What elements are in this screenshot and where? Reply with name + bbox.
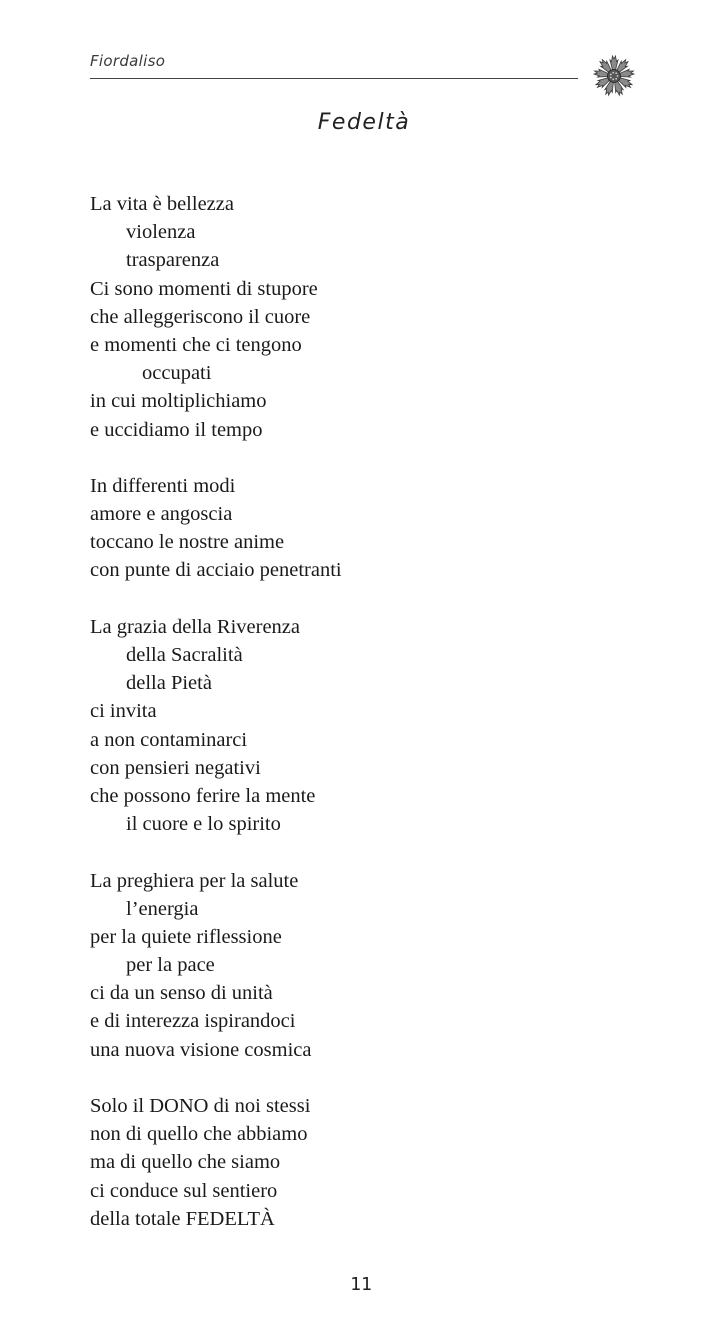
poem-line: della Sacralità xyxy=(126,644,243,666)
poem-line: ci da un senso di unità xyxy=(90,982,273,1005)
stanza-break xyxy=(90,585,650,613)
poem-line: in cui moltiplichiamo xyxy=(90,390,267,413)
poem-line: non di quello che abbiamo xyxy=(90,1123,308,1146)
poem-line: occupati xyxy=(142,362,212,385)
poem-line: che alleggeriscono il cuore xyxy=(90,305,311,328)
poem-line: La grazia della Riverenza xyxy=(90,615,300,638)
stanza-break xyxy=(90,444,650,472)
poem-line: Solo il DONO di noi stessi xyxy=(90,1095,311,1117)
poem-line: per la quiete riflessione xyxy=(90,925,282,948)
poem-line: ci conduce sul sentiero xyxy=(90,1179,278,1202)
poem-line: della Pietà xyxy=(126,672,212,695)
poem-title-text: Fedeltà xyxy=(317,110,411,135)
poem-line: e uccidiamo il tempo xyxy=(90,418,263,441)
poem-line: trasparenza xyxy=(126,249,220,272)
poem-line: violenza xyxy=(126,221,196,244)
poem-line: e di interezza ispirandoci xyxy=(90,1010,296,1033)
poem-line: ci invita xyxy=(90,700,157,723)
cornflower-icon xyxy=(586,48,642,104)
poem-line: per la pace xyxy=(126,954,215,977)
poem-line: ma di quello che siamo xyxy=(90,1151,281,1174)
stanza-break xyxy=(90,1064,650,1092)
poem-line: La vita è bellezza xyxy=(90,193,234,215)
poem-line: il cuore e lo spirito xyxy=(126,813,281,836)
poem-line: La preghiera per la salute xyxy=(90,869,299,892)
poem-body xyxy=(90,190,650,1233)
poem-title xyxy=(0,110,728,135)
poem-line: Ci sono momenti di stupore xyxy=(90,277,318,300)
page-number xyxy=(0,1274,728,1295)
poem-line: amore e angoscia xyxy=(90,503,233,526)
page-number-text: 11 xyxy=(350,1274,372,1295)
poem-line: con pensieri negativi xyxy=(90,756,261,779)
poem-line: e momenti che ci tengono xyxy=(90,333,302,356)
header-rule xyxy=(90,78,578,79)
poem-line: toccano le nostre anime xyxy=(90,531,285,554)
poem-line: con punte di acciaio penetranti xyxy=(90,559,342,582)
poem-line: della totale FEDELTÀ xyxy=(90,1207,275,1230)
poem-line: l’energia xyxy=(126,897,199,920)
running-title: Fiordaliso xyxy=(90,52,166,70)
poem-line: In differenti modi xyxy=(90,474,236,497)
stanza-break xyxy=(90,838,650,866)
poem-line: che possono ferire la mente xyxy=(90,784,316,807)
poem-line: una nuova visione cosmica xyxy=(90,1038,312,1061)
poem-line: a non contaminarci xyxy=(90,728,248,751)
